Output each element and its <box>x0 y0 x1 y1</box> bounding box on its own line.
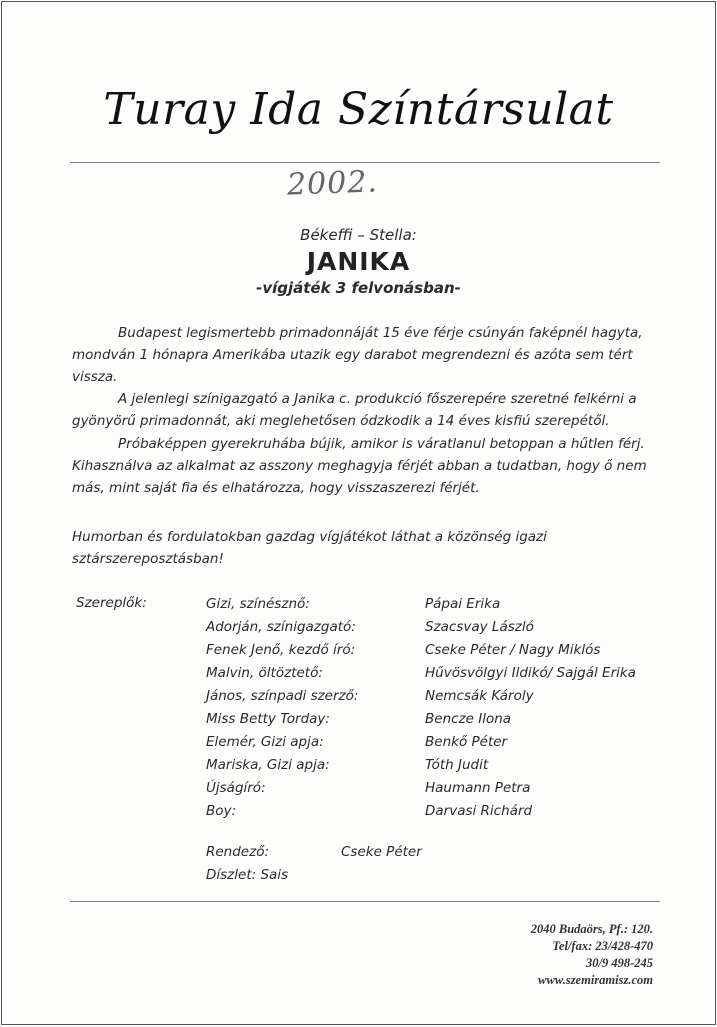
crew-label: Díszlet: Sais <box>206 867 289 883</box>
cast-row <box>206 662 666 685</box>
crew-row-director <box>206 841 506 864</box>
cast-actor: Cseke Péter / Nagy Miklós <box>425 642 601 658</box>
address-line: 2040 Budaörs, Pf.: 120. <box>530 922 653 936</box>
cast-actor: Hűvösvölgyi Ildikó/ Sajgál Erika <box>425 665 636 681</box>
cast-actor: Darvasi Richárd <box>425 803 533 819</box>
crew-label: Rendező: <box>206 844 270 860</box>
cast-role: Elemér, Gizi apja: <box>206 734 324 750</box>
handwritten-year-note: 2002. <box>286 164 379 203</box>
document-page <box>1 1 716 1025</box>
cast-actor: Haumann Petra <box>425 780 531 796</box>
cast-role: Gizi, színésznő: <box>206 596 310 612</box>
cast-list <box>206 593 666 823</box>
cast-actor: Tóth Judit <box>425 757 489 773</box>
cast-actor: Pápai Erika <box>425 596 501 612</box>
phone-line: Tel/fax: 23/428-470 <box>552 939 653 953</box>
cast-row <box>206 800 666 823</box>
cast-row <box>206 731 666 754</box>
play-title: JANIKA <box>306 247 411 276</box>
cast-actor: Szacsvay László <box>425 619 534 635</box>
crew-list <box>206 841 506 887</box>
cast-role: Mariska, Gizi apja: <box>206 757 330 773</box>
cast-role: Fenek Jenő, kezdő író: <box>206 642 356 658</box>
cast-row <box>206 777 666 800</box>
cast-row <box>206 616 666 639</box>
play-subtitle: -vígjáték 3 felvonásban- <box>256 279 461 297</box>
letterhead-title: Turay Ida Színtársulat <box>103 84 614 135</box>
cast-actor: Benkő Péter <box>425 734 508 750</box>
cast-actor: Nemcsák Károly <box>425 688 534 704</box>
synopsis-paragraph: Próbaképpen gyerekruhába bújik, amikor is váratlanul betoppan a hűtlen férj. Kihasználva az alkalmat az asszony meghagyja férjét abban a tudatban, hogy ő nem más, mint saját fia és elhatározza, hogy visszaszerezi férjét. <box>72 436 647 496</box>
website-line: www.szemiramisz.com <box>538 973 653 987</box>
cast-row <box>206 639 666 662</box>
promo-paragraph: Humorban és fordulatokban gazdag vígjátékot láthat a közönség igazi sztárszereposztásban! <box>72 529 547 567</box>
synopsis-paragraph: A jelenlegi színigazgató a Janika c. produkció főszerepére szeretné felkérni a gyönyörű primadonnát, aki meglehetősen ódzkodik a 14 éves kisfiú szerepétől. <box>72 391 637 429</box>
header-divider <box>70 162 660 163</box>
cast-role: Malvin, öltöztető: <box>206 665 323 681</box>
crew-value: Cseke Péter <box>341 844 422 860</box>
cast-row <box>206 685 666 708</box>
synopsis-paragraph: Budapest legismertebb primadonnáját 15 éve férje csúnyán faképnél hagyta, mondván 1 hónapra Amerikába utazik egy darabot megrendezni és azóta sem tért vissza. <box>72 325 643 385</box>
cast-role: Boy: <box>206 803 237 819</box>
cast-row <box>206 754 666 777</box>
crew-row-set <box>206 864 506 887</box>
cast-row <box>206 708 666 731</box>
contact-address-block <box>531 921 653 989</box>
play-authors: Békeffi – Stella: <box>300 226 417 244</box>
cast-row <box>206 593 666 616</box>
mobile-line: 30/9 498-245 <box>585 956 653 970</box>
cast-role: Adorján, színigazgató: <box>206 619 356 635</box>
footer-divider <box>70 901 660 902</box>
cast-actor: Bencze Ilona <box>425 711 512 727</box>
cast-role: János, színpadi szerző: <box>206 688 359 704</box>
cast-label: Szereplők: <box>76 595 147 611</box>
cast-role: Miss Betty Torday: <box>206 711 330 727</box>
cast-role: Újságíró: <box>206 780 266 796</box>
